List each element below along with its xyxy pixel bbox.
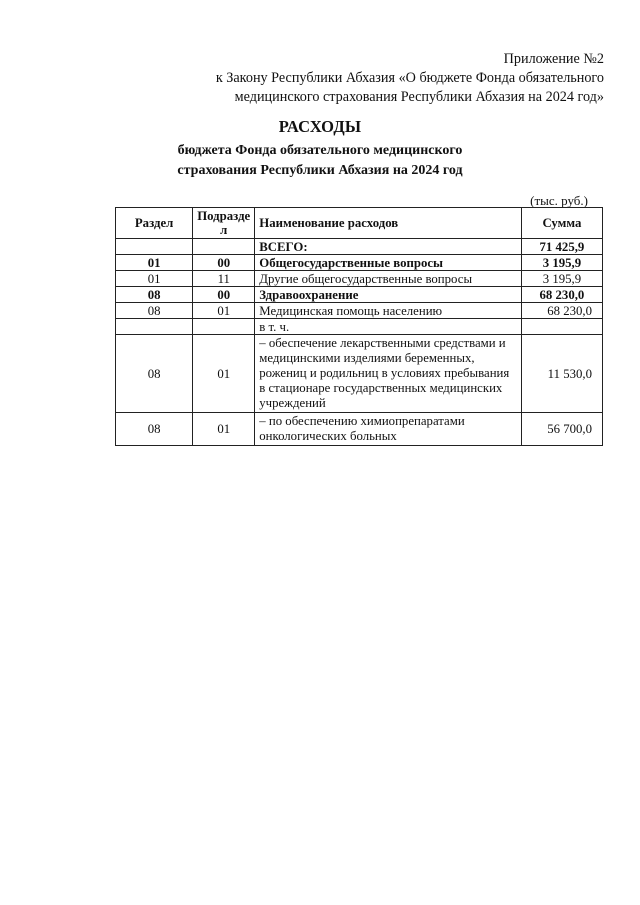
- cell-sum: 3 195,9: [521, 271, 602, 287]
- cell-name: – по обеспечению химиопрепаратами онкологических больных: [255, 413, 522, 446]
- cell-subsection: 01: [193, 335, 255, 413]
- table-row: [116, 319, 603, 335]
- cell-sum: 68 230,0: [521, 287, 602, 303]
- column-header-name: Наименование расходов: [255, 208, 522, 239]
- table-row: [116, 239, 603, 255]
- cell-sum: 71 425,9: [521, 239, 602, 255]
- expenses-table: [115, 207, 603, 446]
- table-row: [116, 413, 603, 446]
- cell-section: 08: [116, 413, 193, 446]
- table-row: [116, 335, 603, 413]
- subtitle-line: страхования Республики Абхазия на 2024 год: [177, 163, 463, 178]
- cell-section: [116, 319, 193, 335]
- cell-subsection: 01: [193, 303, 255, 319]
- column-header-sum: Сумма: [521, 208, 602, 239]
- cell-section: 08: [116, 303, 193, 319]
- table-row: [116, 271, 603, 287]
- cell-subsection: 00: [193, 255, 255, 271]
- cell-name: Общегосударственные вопросы: [255, 255, 522, 271]
- cell-section: 08: [116, 287, 193, 303]
- appendix-line: к Закону Республики Абхазия «О бюджете Фонда обязательного: [215, 70, 604, 86]
- appendix-line: медицинского страхования Республики Абхазия на 2024 год»: [234, 89, 604, 105]
- table-row: [116, 255, 603, 271]
- cell-subsection: 11: [193, 271, 255, 287]
- cell-subsection: 00: [193, 287, 255, 303]
- table-row: [116, 287, 603, 303]
- cell-section: [116, 239, 193, 255]
- cell-sum: 68 230,0: [521, 303, 602, 319]
- cell-name: ВСЕГО:: [255, 239, 522, 255]
- cell-section: 01: [116, 271, 193, 287]
- cell-subsection: 01: [193, 413, 255, 446]
- cell-name: Здравоохранение: [255, 287, 522, 303]
- table-row: [116, 303, 603, 319]
- cell-section: 08: [116, 335, 193, 413]
- cell-sum: 11 530,0: [521, 335, 602, 413]
- cell-name: – обеспечение лекарственными средствами и медицинскими изделиями беременных, рожениц и родильниц в условиях пребывания в стационаре государственных медицинских учреждений: [255, 335, 522, 413]
- subtitle-line: бюджета Фонда обязательного медицинского: [177, 143, 463, 158]
- document-title: РАСХОДЫ: [278, 117, 362, 136]
- cell-name: в т. ч.: [255, 319, 522, 335]
- appendix-note: [216, 50, 604, 107]
- cell-subsection: [193, 319, 255, 335]
- cell-name: Другие общегосударственные вопросы: [255, 271, 522, 287]
- cell-section: 01: [116, 255, 193, 271]
- cell-name: Медицинская помощь населению: [255, 303, 522, 319]
- cell-sum: 56 700,0: [521, 413, 602, 446]
- cell-sum: 3 195,9: [521, 255, 602, 271]
- cell-subsection: [193, 239, 255, 255]
- appendix-line: Приложение №2: [503, 51, 604, 67]
- column-header-section: Раздел: [116, 208, 193, 239]
- column-header-subsection: Подразде л: [193, 208, 255, 239]
- cell-sum: [521, 319, 602, 335]
- units-label: (тыс. руб.): [530, 193, 588, 208]
- document-subtitle: [0, 141, 640, 181]
- table-header-row: [116, 208, 603, 239]
